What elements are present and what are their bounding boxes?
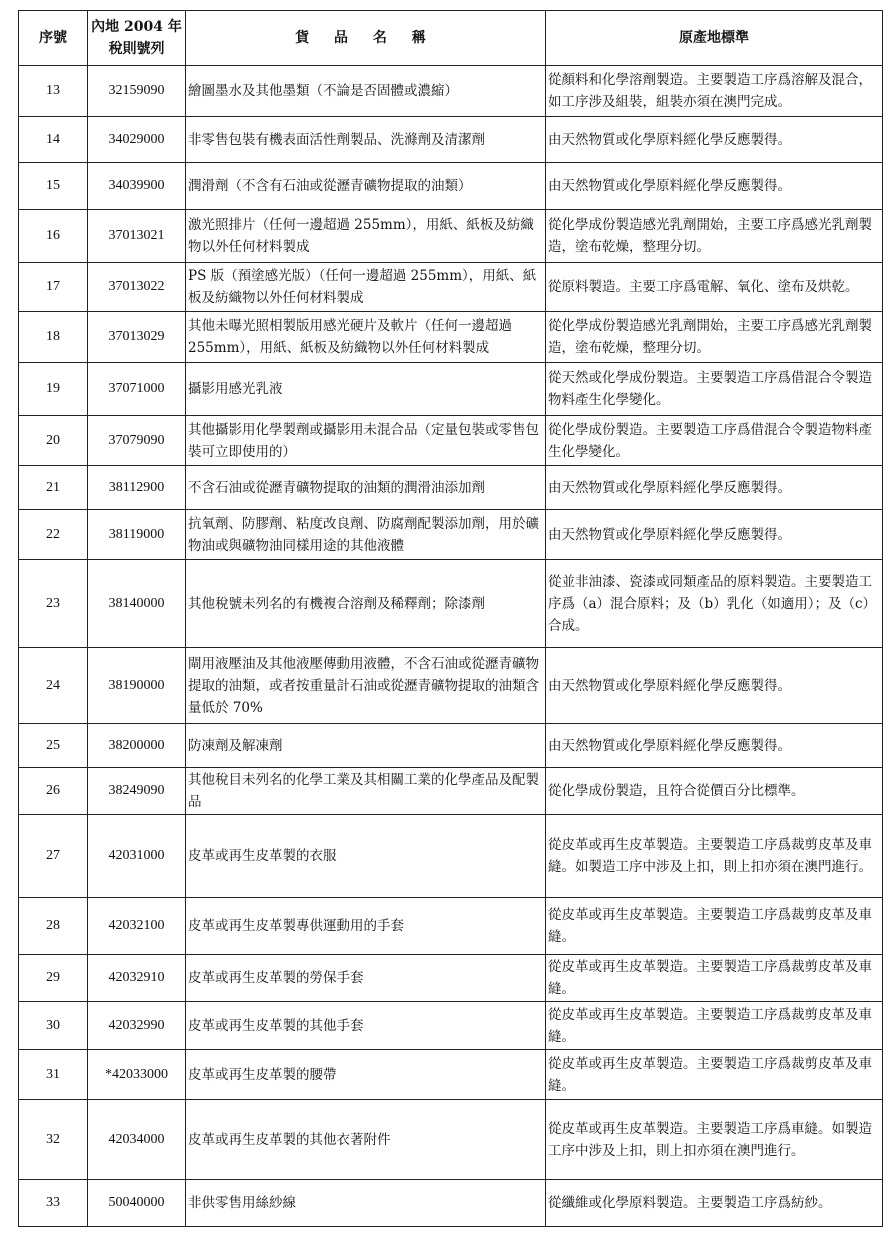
table-row (19, 1180, 883, 1227)
origin-criterion: 從皮革或再生皮革製造。主要製造工序爲車縫。如製造工序中涉及上扣，則上扣亦須在澳門進行。 (546, 1100, 883, 1180)
goods-description: 其他稅號未列名的有機複合溶劑及稀釋劑；除漆劑 (186, 560, 546, 648)
serial-number: 13 (19, 66, 88, 117)
origin-criterion: 由天然物質或化學原料經化學反應製得。 (546, 466, 883, 510)
origin-criterion: 從纖維或化學原料製造。主要製造工序爲紡紗。 (546, 1180, 883, 1227)
goods-description: 非零售包裝有機表面活性劑製品、洗滌劑及清潔劑 (186, 117, 546, 163)
origin-criterion: 由天然物質或化學原料經化學反應製得。 (546, 510, 883, 560)
goods-description: 其他攝影用化學製劑或攝影用未混合品（定量包裝或零售包裝可立即使用的） (186, 416, 546, 466)
origin-criterion: 由天然物質或化學原料經化學反應製得。 (546, 648, 883, 724)
tariff-code: 50040000 (88, 1180, 186, 1227)
table-row (19, 815, 883, 898)
tariff-code: *42033000 (88, 1050, 186, 1100)
serial-number: 25 (19, 724, 88, 768)
serial-number: 22 (19, 510, 88, 560)
tariff-code: 34039900 (88, 163, 186, 210)
goods-description: PS 版（預塗感光版）（任何一邊超過 255mm），用紙、紙板及紡織物以外任何材料製成 (186, 263, 546, 312)
goods-description: 其他未曝光照相製版用感光硬片及軟片（任何一邊超過 255mm），用紙、紙板及紡織物以外任何材料製成 (186, 312, 546, 363)
tariff-code: 38119000 (88, 510, 186, 560)
goods-description: 潤滑劑（不含有石油或從瀝青礦物提取的油類） (186, 163, 546, 210)
table-row (19, 263, 883, 312)
origin-criterion: 從原料製造。主要工序爲電解、氧化、塗布及烘乾。 (546, 263, 883, 312)
header-serial: 序號 (19, 11, 88, 66)
serial-number: 33 (19, 1180, 88, 1227)
serial-number: 20 (19, 416, 88, 466)
goods-description: 防凍劑及解凍劑 (186, 724, 546, 768)
tariff-code: 37013021 (88, 210, 186, 263)
table-row (19, 560, 883, 648)
serial-number: 27 (19, 815, 88, 898)
goods-description: 激光照排片（任何一邊超過 255mm），用紙、紙板及紡織物以外任何材料製成 (186, 210, 546, 263)
goods-description: 抗氧劑、防膠劑、粘度改良劑、防腐劑配製添加劑，用於礦物油或與礦物油同樣用途的其他液體 (186, 510, 546, 560)
goods-description: 不含石油或從瀝青礦物提取的油類的潤滑油添加劑 (186, 466, 546, 510)
serial-number: 23 (19, 560, 88, 648)
table-row (19, 510, 883, 560)
goods-description: 皮革或再生皮革製的腰帶 (186, 1050, 546, 1100)
table-row (19, 312, 883, 363)
tariff-code: 37079090 (88, 416, 186, 466)
goods-description: 繪圖墨水及其他墨類（不論是否固體或濃縮） (186, 66, 546, 117)
table-row (19, 416, 883, 466)
table-row (19, 163, 883, 210)
table-body (19, 66, 883, 1227)
goods-description: 非供零售用絲紗線 (186, 1180, 546, 1227)
goods-description: 皮革或再生皮革製專供運動用的手套 (186, 898, 546, 955)
tariff-code: 38249090 (88, 768, 186, 815)
table-header-row (19, 11, 883, 66)
origin-criterion: 從顏料和化學溶劑製造。主要製造工序爲溶解及混合，如工序涉及組裝，組裝亦須在澳門完成。 (546, 66, 883, 117)
goods-description: 皮革或再生皮革製的衣服 (186, 815, 546, 898)
origin-criterion: 從化學成份製造。主要製造工序爲借混合令製造物料產生化學變化。 (546, 416, 883, 466)
origin-criterion: 從皮革或再生皮革製造。主要製造工序爲裁剪皮革及車縫。 (546, 1002, 883, 1050)
tariff-code: 38200000 (88, 724, 186, 768)
origin-criterion: 從化學成份製造感光乳劑開始，主要工序爲感光乳劑製造，塗布乾燥，整理分切。 (546, 210, 883, 263)
origin-criterion: 由天然物質或化學原料經化學反應製得。 (546, 724, 883, 768)
serial-number: 17 (19, 263, 88, 312)
table-row (19, 955, 883, 1002)
serial-number: 30 (19, 1002, 88, 1050)
header-goods-name-text: 貨 品 名 稱 (295, 30, 436, 46)
tariff-code: 38112900 (88, 466, 186, 510)
origin-criterion: 從天然或化學成份製造。主要製造工序爲借混合令製造物料產生化學變化。 (546, 363, 883, 416)
table-row (19, 1050, 883, 1100)
serial-number: 15 (19, 163, 88, 210)
tariff-code: 42032910 (88, 955, 186, 1002)
origin-criterion: 從皮革或再生皮革製造。主要製造工序爲裁剪皮革及車縫。 (546, 898, 883, 955)
header-tariff-code-line2: 稅則號列 (108, 41, 165, 57)
serial-number: 26 (19, 768, 88, 815)
origin-criterion: 從化學成份製造，且符合從價百分比標準。 (546, 768, 883, 815)
table-row (19, 363, 883, 416)
origin-criterion: 由天然物質或化學原料經化學反應製得。 (546, 163, 883, 210)
tariff-code: 37071000 (88, 363, 186, 416)
table-row (19, 466, 883, 510)
origin-rules-table (18, 10, 883, 1227)
table-row (19, 117, 883, 163)
goods-description: 皮革或再生皮革製的勞保手套 (186, 955, 546, 1002)
serial-number: 29 (19, 955, 88, 1002)
origin-criterion: 從皮革或再生皮革製造。主要製造工序爲裁剪皮革及車縫。如製造工序中涉及上扣，則上扣亦須在澳門進行。 (546, 815, 883, 898)
goods-description: 其他稅目未列名的化學工業及其相關工業的化學產品及配製品 (186, 768, 546, 815)
header-origin-rule: 原產地標準 (546, 11, 883, 66)
serial-number: 16 (19, 210, 88, 263)
origin-criterion: 從皮革或再生皮革製造。主要製造工序爲裁剪皮革及車縫。 (546, 955, 883, 1002)
tariff-code: 42032100 (88, 898, 186, 955)
tariff-code: 42034000 (88, 1100, 186, 1180)
serial-number: 28 (19, 898, 88, 955)
serial-number: 31 (19, 1050, 88, 1100)
tariff-code: 42032990 (88, 1002, 186, 1050)
tariff-code: 37013022 (88, 263, 186, 312)
header-tariff-code-line1: 內地 2004 年 (91, 19, 182, 35)
goods-description: 皮革或再生皮革製的其他手套 (186, 1002, 546, 1050)
origin-criterion: 從皮革或再生皮革製造。主要製造工序爲裁剪皮革及車縫。 (546, 1050, 883, 1100)
table-row (19, 768, 883, 815)
serial-number: 24 (19, 648, 88, 724)
header-tariff-code (88, 11, 186, 66)
origin-criterion: 從化學成份製造感光乳劑開始，主要工序爲感光乳劑製造，塗布乾燥，整理分切。 (546, 312, 883, 363)
serial-number: 19 (19, 363, 88, 416)
serial-number: 32 (19, 1100, 88, 1180)
table-row (19, 648, 883, 724)
table-row (19, 724, 883, 768)
table-row (19, 1100, 883, 1180)
header-goods-name (186, 11, 546, 66)
goods-description: 皮革或再生皮革製的其他衣著附件 (186, 1100, 546, 1180)
table-row (19, 898, 883, 955)
table-row (19, 66, 883, 117)
goods-description: 攝影用感光乳液 (186, 363, 546, 416)
tariff-code: 34029000 (88, 117, 186, 163)
origin-criterion: 從並非油漆、瓷漆或同類產品的原料製造。主要製造工序爲（a）混合原料；及（b）乳化（如適用）；及（c）合成。 (546, 560, 883, 648)
tariff-code: 32159090 (88, 66, 186, 117)
goods-description: 閘用液壓油及其他液壓傳動用液體，不含石油或從瀝青礦物提取的油類，或者按重量計石油或從瀝青礦物提取的油類含量低於 70% (186, 648, 546, 724)
serial-number: 18 (19, 312, 88, 363)
serial-number: 21 (19, 466, 88, 510)
origin-criterion: 由天然物質或化學原料經化學反應製得。 (546, 117, 883, 163)
tariff-code: 37013029 (88, 312, 186, 363)
tariff-code: 42031000 (88, 815, 186, 898)
tariff-code: 38190000 (88, 648, 186, 724)
tariff-code: 38140000 (88, 560, 186, 648)
table-row (19, 210, 883, 263)
serial-number: 14 (19, 117, 88, 163)
table-row (19, 1002, 883, 1050)
